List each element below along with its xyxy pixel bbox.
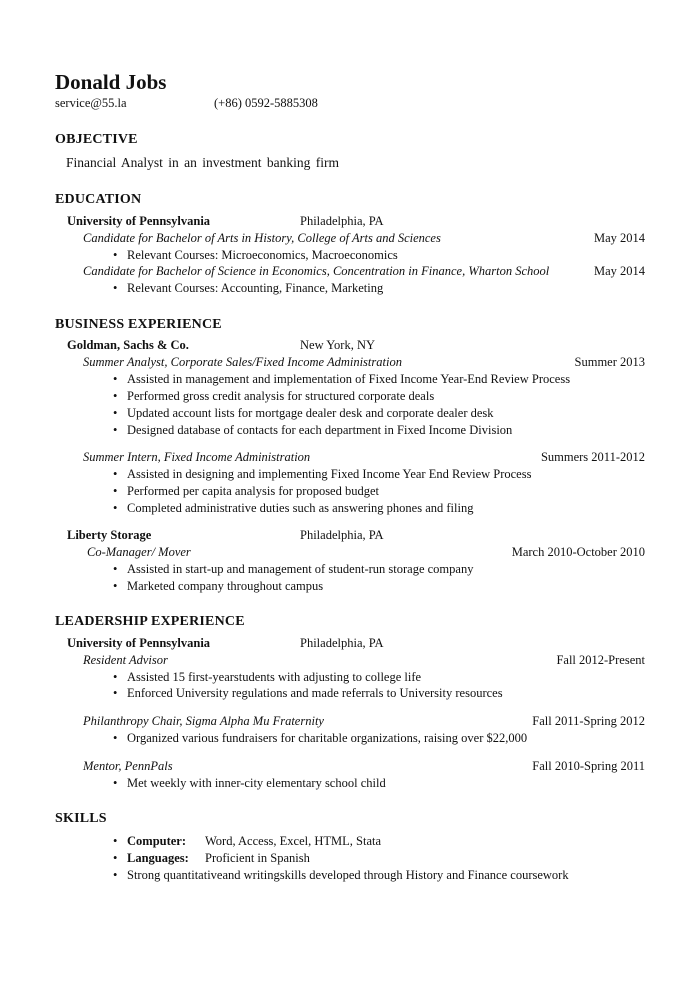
bullet-icon: • — [113, 562, 118, 576]
list-item: • Assisted 15 first-yearstudents with adjusting to college life — [113, 670, 422, 684]
list-item: • Performed gross credit analysis for structured corporate deals — [113, 389, 435, 403]
bullet-icon: • — [113, 851, 118, 865]
leadership-date: Fall 2010-Spring 2011 — [532, 759, 645, 773]
business-location: New York, NY — [300, 338, 376, 352]
bullet-icon: • — [113, 776, 118, 790]
list-item: • Performed per capita analysis for proposed budget — [113, 484, 380, 498]
list-item: • Enforced University regulations and made referrals to University resources — [113, 686, 503, 700]
section-title-education: EDUCATION — [55, 192, 142, 207]
list-item: • Relevant Courses: Accounting, Finance, Marketing — [113, 281, 384, 295]
business-org: Goldman, Sachs & Co. — [67, 338, 189, 352]
skill-item: • Languages: Proficient in Spanish — [113, 851, 310, 865]
leadership-title: Philanthropy Chair, Sigma Alpha Mu Fraternity — [83, 714, 324, 728]
section-title-business: BUSINESS EXPERIENCE — [55, 317, 222, 332]
bullet-icon: • — [113, 406, 118, 420]
leadership-title: Resident Advisor — [83, 653, 168, 667]
bullet-icon: • — [113, 670, 118, 684]
education-location: Philadelphia, PA — [300, 214, 384, 228]
degree-date: May 2014 — [593, 231, 645, 245]
bullet-icon: • — [113, 281, 118, 295]
skill-item: • Computer: Word, Access, Excel, HTML, Stata — [113, 834, 382, 848]
skill-label: Computer: — [127, 834, 187, 848]
leadership-org: University of Pennsylvania — [67, 636, 211, 650]
education-org: University of Pennsylvania — [67, 214, 211, 228]
bullet-icon: • — [113, 467, 118, 481]
bullet-icon: • — [113, 868, 118, 882]
job-date: Summers 2011-2012 — [540, 450, 645, 464]
section-title-leadership: LEADERSHIP EXPERIENCE — [55, 614, 245, 629]
objective-text: Financial Analyst in an investment banking firm — [66, 155, 339, 170]
bullet-icon: • — [113, 731, 118, 745]
email-text: service@55.la — [55, 96, 127, 110]
degree-title: Candidate for Bachelor of Arts in History, College of Arts and Sciences — [83, 231, 441, 245]
bullet-icon: • — [113, 501, 118, 515]
job-date: Summer 2013 — [574, 355, 645, 369]
list-item: • Completed administrative duties such as answering phones and filing — [113, 501, 474, 515]
list-item: • Designed database of contacts for each department in Fixed Income Division — [113, 423, 513, 437]
list-item: • Assisted in start-up and management of student-run storage company — [113, 562, 474, 576]
leadership-date: Fall 2011-Spring 2012 — [532, 714, 645, 728]
job-title: Summer Intern, Fixed Income Administration — [83, 450, 311, 464]
list-item: • Organized various fundraisers for charitable organizations, raising over $22,000 — [113, 731, 528, 745]
skill-label: Languages: — [127, 851, 189, 865]
bullet-icon: • — [113, 834, 118, 848]
job-date: March 2010-October 2010 — [511, 545, 645, 559]
leadership-title: Mentor, PennPals — [83, 759, 173, 773]
degree-date: May 2014 — [593, 264, 645, 278]
list-item: • Met weekly with inner-city elementary school child — [113, 776, 386, 790]
bullet-icon: • — [113, 248, 118, 262]
section-title-skills: SKILLS — [55, 811, 107, 826]
list-item: • Assisted in management and implementation of Fixed Income Year-End Review Process — [113, 372, 571, 386]
degree-title: Candidate for Bachelor of Science in Economics, Concentration in Finance, Wharton School — [83, 264, 550, 278]
job-title: Co-Manager/ Mover — [87, 545, 191, 559]
bullet-icon: • — [113, 484, 118, 498]
list-item: • Updated account lists for mortgage dealer desk and corporate dealer desk — [113, 406, 494, 420]
business-location: Philadelphia, PA — [300, 528, 384, 542]
job-title: Summer Analyst, Corporate Sales/Fixed Income Administration — [83, 355, 402, 369]
resume-name: Donald Jobs — [55, 70, 167, 94]
phone-text: (+86) 0592-5885308 — [214, 96, 318, 110]
bullet-icon: • — [113, 579, 118, 593]
bullet-icon: • — [113, 389, 118, 403]
list-item: • Marketed company throughout campus — [113, 579, 324, 593]
bullet-icon: • — [113, 686, 118, 700]
leadership-location: Philadelphia, PA — [300, 636, 384, 650]
leadership-date: Fall 2012-Present — [556, 653, 645, 667]
list-item: • Assisted in designing and implementing Fixed Income Year End Review Process — [113, 467, 532, 481]
skill-item: • Strong quantitativeand writingskills developed through History and Finance coursework — [113, 868, 569, 882]
bullet-icon: • — [113, 372, 118, 386]
business-org: Liberty Storage — [67, 528, 152, 542]
bullet-icon: • — [113, 423, 118, 437]
list-item: • Relevant Courses: Microeconomics, Macroeconomics — [113, 248, 398, 262]
section-title-objective: OBJECTIVE — [55, 132, 138, 147]
